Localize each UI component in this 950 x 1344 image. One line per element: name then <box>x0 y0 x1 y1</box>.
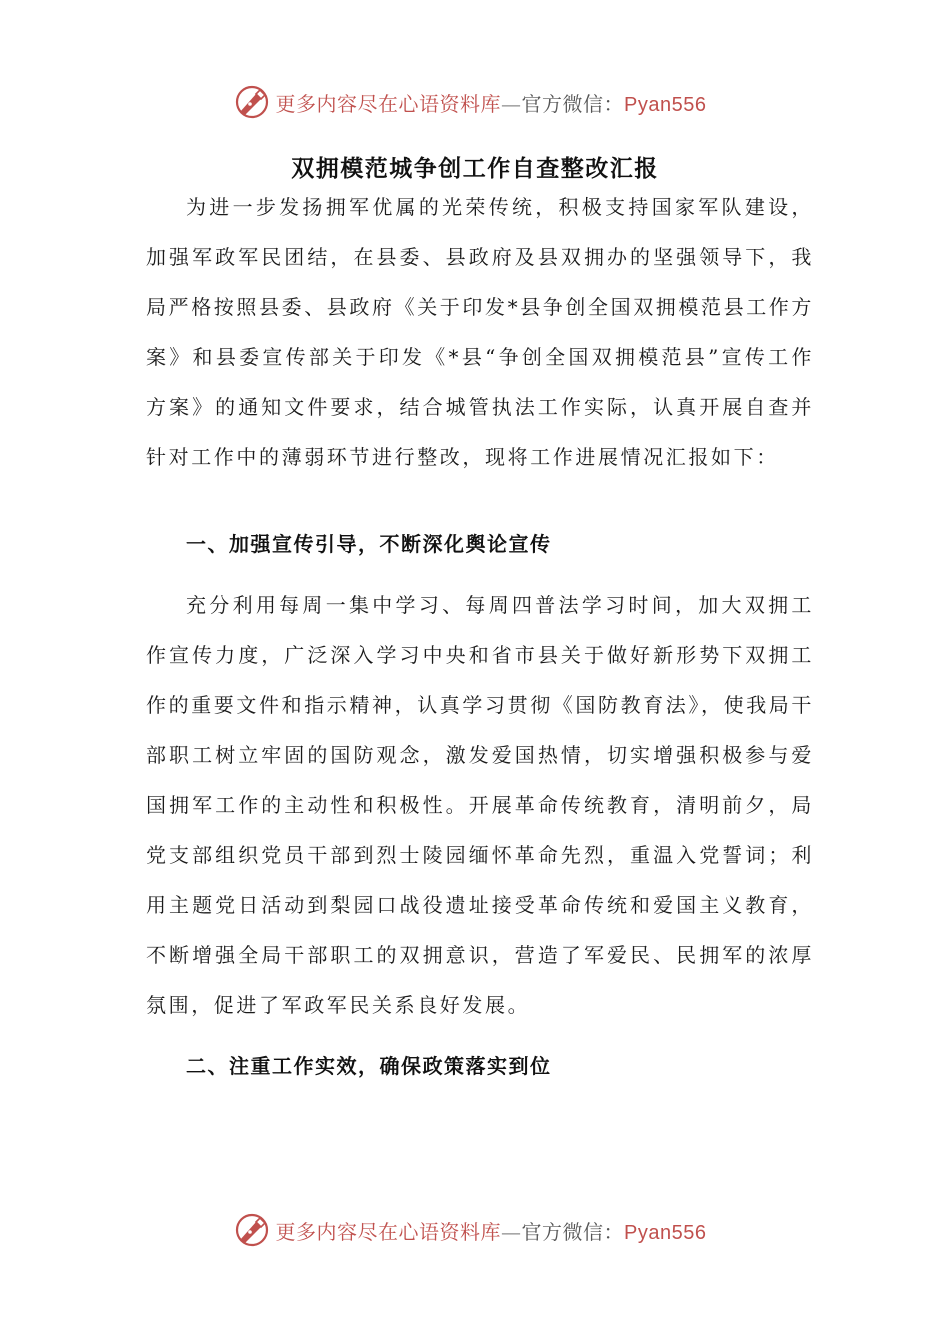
intro-paragraph: 为进一步发扬拥军优属的光荣传统，积极支持国家军队建设，加强军政军民团结，在县委、县政府及县双拥办的坚强领导下，我局严格按照县委、县政府《关于印发*县争创全国双拥模范县工作方案》和县委宣传部关于印发《*县“争创全国双拥模范县”宣传工作方案》的通知文件要求，结合城管执法工作实际，认真开展自查并针对工作中的薄弱环节进行整改，现将工作进展情况汇报如下： <box>146 195 814 469</box>
header-watermark <box>0 80 950 124</box>
footer-watermark <box>0 1208 950 1252</box>
watermark-wechat-label: 官方微信： <box>521 1219 625 1244</box>
document-title: 双拥模范城争创工作自查整改汇报 <box>291 156 659 182</box>
watermark-wechat-id: Pyan556 <box>624 93 707 116</box>
section-1-heading: 一、加强宣传引导，不断深化舆论宣传 <box>186 532 552 556</box>
section-2-heading: 二、注重工作实效，确保政策落实到位 <box>186 1054 552 1078</box>
watermark-wechat-id: Pyan556 <box>624 1221 707 1244</box>
pen-nib-logo-icon <box>234 84 270 120</box>
watermark-site-text: 更多内容尽在心语资料库 <box>275 1219 502 1244</box>
watermark-dash: — <box>501 1219 522 1244</box>
watermark-site-text: 更多内容尽在心语资料库 <box>275 91 502 116</box>
watermark-wechat-label: 官方微信： <box>521 91 625 116</box>
watermark-dash: — <box>501 91 522 116</box>
section-1-paragraph: 充分利用每周一集中学习、每周四普法学习时间，加大双拥工作宣传力度，广泛深入学习中央和省市县关于做好新形势下双拥工作的重要文件和指示精神，认真学习贯彻《国防教育法》，使我局干部职工树立牢固的国防观念，激发爱国热情，切实增强积极参与爱国拥军工作的主动性和积极性。开展革命传统教育，清明前夕，局党支部组织党员干部到烈士陵园缅怀革命先烈，重温入党誓词；利用主题党日活动到梨园口战役遗址接受革命传统和爱国主义教育，不断增强全局干部职工的双拥意识，营造了军爱民、民拥军的浓厚氛围，促进了军政军民关系良好发展。 <box>146 593 814 1017</box>
pen-nib-logo-icon <box>234 1212 270 1248</box>
